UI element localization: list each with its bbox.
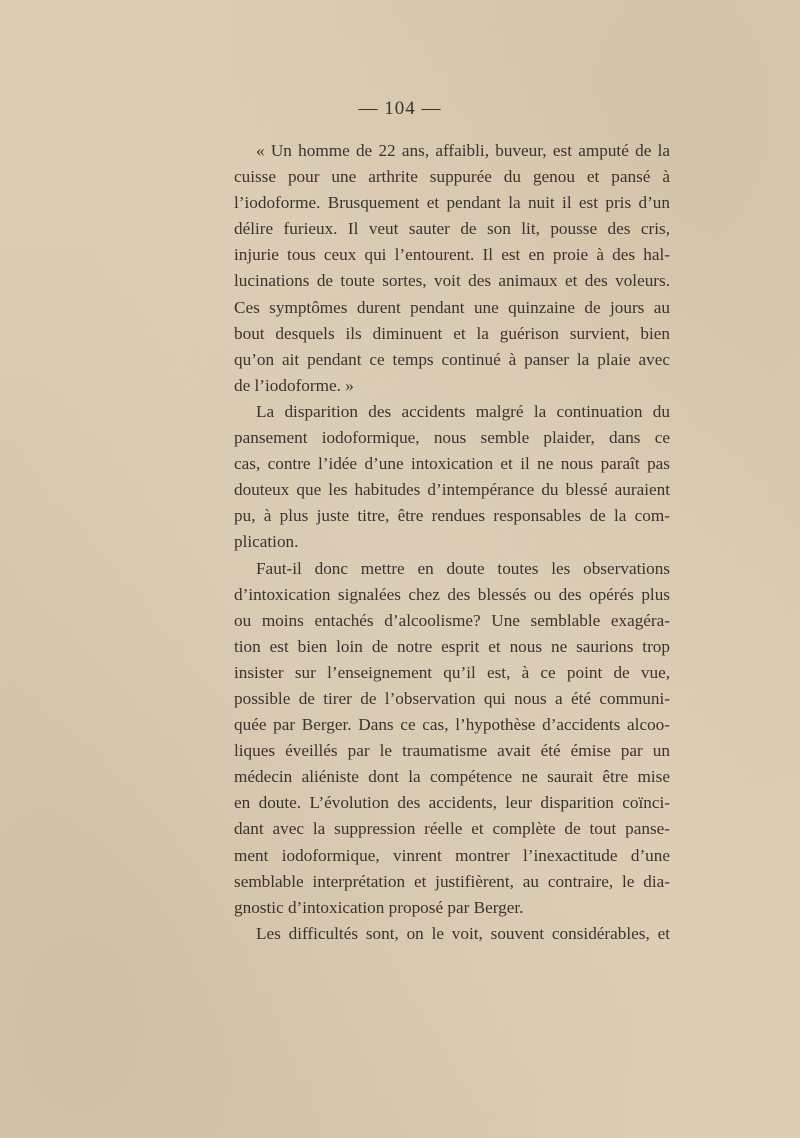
text-line: ment iodoformique, vinrent montrer l’inexactitude d’une xyxy=(234,845,670,865)
text-line: quée par Berger. Dans ce cas, l’hypothèse d’accidents alcoo- xyxy=(234,715,670,735)
text-line: cuisse pour une arthrite suppurée du genou et pansé à xyxy=(234,167,670,187)
text-line: La disparition des accidents malgré la continuation du xyxy=(256,401,670,421)
text-line: médecin aliéniste dont la compétence ne saurait être mise xyxy=(234,767,670,787)
text-line: pu, à plus juste titre, être rendues responsables de la com- xyxy=(234,506,670,526)
text-line: liques éveillés par le traumatisme avait été émise par un xyxy=(234,741,670,761)
text-line: lucinations de toute sortes, voit des animaux et des voleurs. xyxy=(234,271,670,291)
text-line: dant avec la suppression réelle et complète de tout panse- xyxy=(234,819,670,839)
text-line: qu’on ait pendant ce temps continué à panser la plaie avec xyxy=(234,349,670,369)
text-line: pansement iodoformique, nous semble plaider, dans ce xyxy=(234,428,670,448)
text-line: l’iodoforme. Brusquement et pendant la nuit il est pris d’un xyxy=(234,193,670,213)
text-line: Les difficultés sont, on le voit, souvent considérables, et xyxy=(256,923,670,943)
text-line: Ces symptômes durent pendant une quinzaine de jours au xyxy=(234,297,670,317)
text-line: bout desquels ils diminuent et la guérison survient, bien xyxy=(234,323,670,343)
text-line: de l’iodoforme. » xyxy=(234,375,354,395)
text-line: tion est bien loin de notre esprit et nous ne saurions trop xyxy=(234,636,670,656)
text-line: cas, contre l’idée d’une intoxication et il ne nous paraît pas xyxy=(234,454,670,474)
text-line: délire furieux. Il veut sauter de son lit, pousse des cris, xyxy=(234,219,670,239)
text-line: injurie tous ceux qui l’entourent. Il est en proie à des hal- xyxy=(234,245,670,265)
text-line: gnostic d’intoxication proposé par Berger. xyxy=(234,897,524,917)
text-line: plication. xyxy=(234,532,299,552)
text-line: ou moins entachés d’alcoolisme? Une semblable exagéra- xyxy=(234,610,670,630)
text-line: « Un homme de 22 ans, affaibli, buveur, est amputé de la xyxy=(256,141,670,160)
text-line: en doute. L’évolution des accidents, leur disparition coïnci- xyxy=(234,793,670,813)
text-line: semblable interprétation et justifièrent, au contraire, le dia- xyxy=(234,871,670,891)
text-line: douteux que les habitudes d’intempérance du blessé auraient xyxy=(234,480,670,500)
body-text xyxy=(234,138,670,947)
text-line: Faut-il donc mettre en doute toutes les observations xyxy=(256,558,670,578)
text-line: d’intoxication signalées chez des blessés ou des opérés plus xyxy=(234,584,670,604)
text-line: insister sur l’enseignement qu’il est, à ce point de vue, xyxy=(234,662,670,682)
page-number: — 104 — xyxy=(358,98,442,119)
text-line: possible de tirer de l’observation qui nous a été communi- xyxy=(234,688,670,708)
